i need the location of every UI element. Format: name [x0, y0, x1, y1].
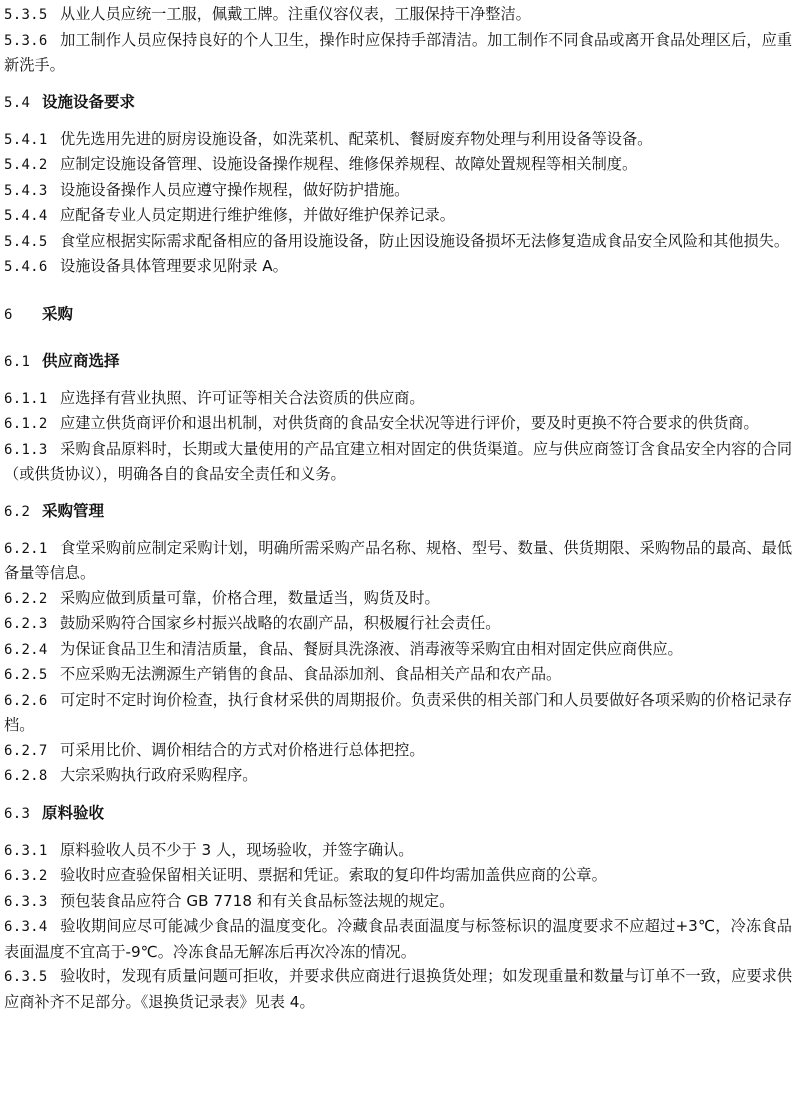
section-title: 原料验收	[42, 803, 105, 822]
clause-6-2-8	[4, 763, 792, 789]
clause-6-2-3	[4, 611, 792, 637]
clause-text: 优先选用先进的厨房设施设备，如洗菜机、配菜机、餐厨废弃物处理与利用设备等设备。	[60, 129, 653, 148]
clause-5-3-5	[4, 2, 792, 28]
clause-text: 应选择有营业执照、许可证等相关合法资质的供应商。	[60, 388, 425, 407]
clause-text: 原料验收人员不少于 3 人，现场验收，并签字确认。	[60, 840, 414, 859]
clause-text: 食堂采购前应制定采购计划，明确所需采购产品名称、规格、型号、数量、供货期限、采购物品的最高、最低备量等信息。	[4, 538, 792, 582]
clause-6-3-3	[4, 889, 792, 915]
clause-number: 6.2.5	[4, 667, 48, 683]
clause-6-3-2	[4, 863, 792, 889]
chapter-title: 采购	[42, 304, 74, 323]
clause-6-2-2	[4, 586, 792, 612]
clause-6-3-4	[4, 914, 792, 964]
clause-text: 采购应做到质量可靠，价格合理，数量适当，购货及时。	[60, 588, 440, 607]
clause-6-1-2	[4, 411, 792, 437]
clause-5-4-1	[4, 127, 792, 153]
clause-5-4-4	[4, 203, 792, 229]
clause-number: 5.3.5	[4, 7, 48, 23]
clause-6-2-4	[4, 637, 792, 663]
clause-number: 5.3.6	[4, 32, 48, 49]
clause-number: 5.4.1	[4, 131, 48, 148]
clause-number: 5.4.6	[4, 259, 48, 275]
clause-text: 从业人员应统一工服，佩戴工牌。注重仪容仪表，工服保持干净整洁。	[60, 5, 531, 23]
clause-5-4-3	[4, 178, 792, 204]
clause-number: 6.3.3	[4, 893, 48, 910]
clause-number: 6.1.1	[4, 390, 48, 407]
section-number: 5.4	[4, 94, 31, 111]
clause-text: 应建立供货商评价和退出机制，对供货商的食品安全状况等进行评价，要及时更换不符合要求的供货商。	[60, 414, 759, 432]
clause-number: 6.3.2	[4, 868, 48, 884]
clause-6-2-5	[4, 662, 792, 688]
section-heading-5-4	[4, 90, 792, 115]
section-title: 采购管理	[42, 501, 105, 520]
clause-6-2-1	[4, 536, 792, 586]
clause-6-3-1	[4, 838, 792, 864]
clause-text: 可定时不定时询价检查，执行食材采供的周期报价。负责采供的相关部门和人员要做好各项采购的价格记录存档。	[4, 690, 792, 734]
section-heading-6-3	[4, 801, 792, 826]
clause-5-4-5	[4, 229, 792, 255]
clause-text: 加工制作人员应保持良好的个人卫生，操作时应保持手部清洁。加工制作不同食品或离开食品处理区后，应重新洗手。	[4, 30, 792, 74]
clause-text: 验收期间应尽可能减少食品的温度变化。冷藏食品表面温度与标签标识的温度要求不应超过+3℃，冷冻食品表面温度不宜高于-9℃。冷冻食品无解冻后再次冷冻的情况。	[4, 917, 792, 961]
chapter-heading-6	[4, 302, 792, 327]
clause-text: 应配备专业人员定期进行维护维修，并做好维护保养记录。	[60, 206, 455, 224]
section-number: 6.1	[4, 353, 31, 370]
clause-number: 6.2.7	[4, 742, 48, 759]
clause-text: 食堂应根据实际需求配备相应的备用设施设备，防止因设施设备损坏无法修复造成食品安全风险和其他损失。	[60, 231, 789, 250]
clause-number: 6.2.6	[4, 692, 48, 709]
chapter-number: 6	[4, 306, 13, 323]
clause-number: 6.1.2	[4, 416, 48, 432]
clause-number: 6.2.4	[4, 641, 48, 658]
section-heading-6-2	[4, 499, 792, 524]
clause-text: 预包装食品应符合 GB 7718 和有关食品标签法规的规定。	[60, 891, 455, 910]
clause-text: 应制定设施设备管理、设施设备操作规程、维修保养规程、故障处置规程等相关制度。	[60, 155, 638, 173]
clause-6-3-5	[4, 964, 792, 1014]
clause-number: 6.2.3	[4, 616, 48, 632]
clause-text: 鼓励采购符合国家乡村振兴战略的农副产品，积极履行社会责任。	[60, 614, 501, 632]
clause-text: 大宗采购执行政府采购程序。	[60, 766, 258, 784]
clause-number: 6.3.4	[4, 919, 48, 935]
section-heading-6-1	[4, 349, 792, 374]
clause-text: 设施设备操作人员应遵守操作规程，做好防护措施。	[60, 180, 410, 199]
clause-number: 5.4.5	[4, 233, 48, 250]
clause-text: 为保证食品卫生和清洁质量，食品、餐厨具洗涤液、消毒液等采购宜由相对固定供应商供应。	[60, 639, 683, 658]
clause-text: 可采用比价、调价相结合的方式对价格进行总体把控。	[60, 740, 425, 759]
clause-6-1-3	[4, 437, 792, 487]
clause-5-3-6	[4, 28, 792, 78]
clause-6-2-6	[4, 688, 792, 738]
section-number: 6.3	[4, 805, 31, 822]
clause-number: 6.3.5	[4, 969, 48, 985]
clause-text: 设施设备具体管理要求见附录 A。	[60, 257, 288, 275]
section-number: 6.2	[4, 503, 31, 520]
clause-text: 采购食品原料时，长期或大量使用的产品宜建立相对固定的供货渠道。应与供应商签订含食品安全内容的合同（或供货协议），明确各自的食品安全责任和义务。	[4, 439, 792, 483]
clause-6-2-7	[4, 738, 792, 764]
clause-number: 5.4.4	[4, 208, 48, 224]
clause-text: 验收时，发现有质量问题可拒收，并要求供应商进行退换货处理；如发现重量和数量与订单不一致，应要求供应商补齐不足部分。《退换货记录表》见表 4。	[4, 967, 792, 1011]
clause-5-4-2	[4, 152, 792, 178]
clause-text: 验收时应查验保留相关证明、票据和凭证。索取的复印件均需加盖供应商的公章。	[60, 866, 607, 884]
clause-number: 6.2.1	[4, 540, 48, 557]
section-title: 供应商选择	[42, 351, 120, 370]
clause-number: 5.4.2	[4, 157, 48, 173]
clause-number: 5.4.3	[4, 182, 48, 199]
clause-number: 6.3.1	[4, 842, 48, 859]
clause-number: 6.2.2	[4, 590, 48, 607]
section-title: 设施设备要求	[42, 92, 136, 111]
clause-text: 不应采购无法溯源生产销售的食品、食品添加剂、食品相关产品和农产品。	[60, 665, 562, 683]
clause-6-1-1	[4, 386, 792, 412]
clause-5-4-6	[4, 254, 792, 280]
clause-number: 6.2.8	[4, 768, 48, 784]
clause-number: 6.1.3	[4, 441, 48, 458]
